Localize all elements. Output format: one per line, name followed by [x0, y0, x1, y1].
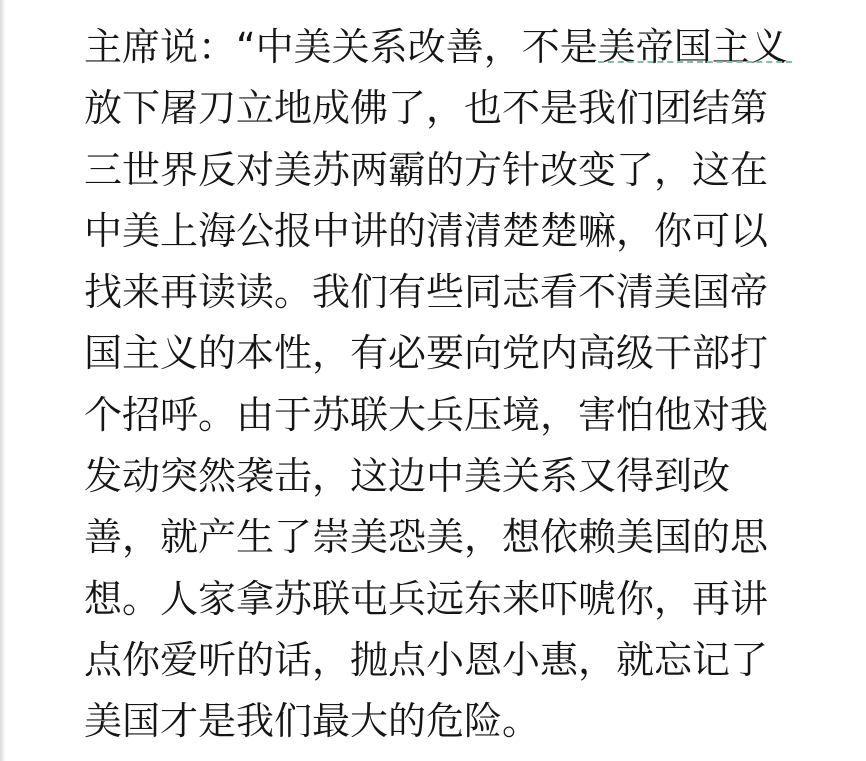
page-edge-shadow: [0, 0, 6, 761]
text-line-2: 放下屠刀立地成佛了，也不是我们团结第: [84, 86, 769, 131]
text-line-12: 美国才是我们最大的危险。: [84, 699, 541, 744]
highlighted-term-text: 美帝国主义: [597, 25, 788, 69]
text-line-1-before: 主席说：“中美关系改善，不是: [84, 25, 598, 69]
text-line-10: 想。人家拿苏联屯兵远东来吓唬你，再讲: [84, 576, 769, 621]
highlight-dashed-underline: [598, 61, 792, 63]
text-line-5: 找来再读读。我们有些同志看不清美国帝: [84, 270, 769, 315]
highlighted-term[interactable]: [598, 25, 788, 69]
text-line-6: 国主义的本性，有必要向党内高级干部打: [84, 331, 769, 376]
text-line-7: 个招呼。由于苏联大兵压境，害怕他对我: [84, 392, 769, 437]
text-line-11: 点你爱听的话，抛点小恩小惠，就忘记了: [84, 637, 769, 682]
text-line-3: 三世界反对美苏两霸的方针改变了，这在: [84, 147, 769, 192]
text-line-1: [84, 17, 854, 78]
text-line-4: 中美上海公报中讲的清清楚楚嘛，你可以: [84, 208, 769, 253]
text-line-9: 善，就产生了崇美恐美，想依赖美国的思: [84, 515, 769, 560]
quote-paragraph: [84, 0, 854, 753]
text-line-8: 发动突然袭击，这边中美关系又得到改: [84, 454, 731, 499]
